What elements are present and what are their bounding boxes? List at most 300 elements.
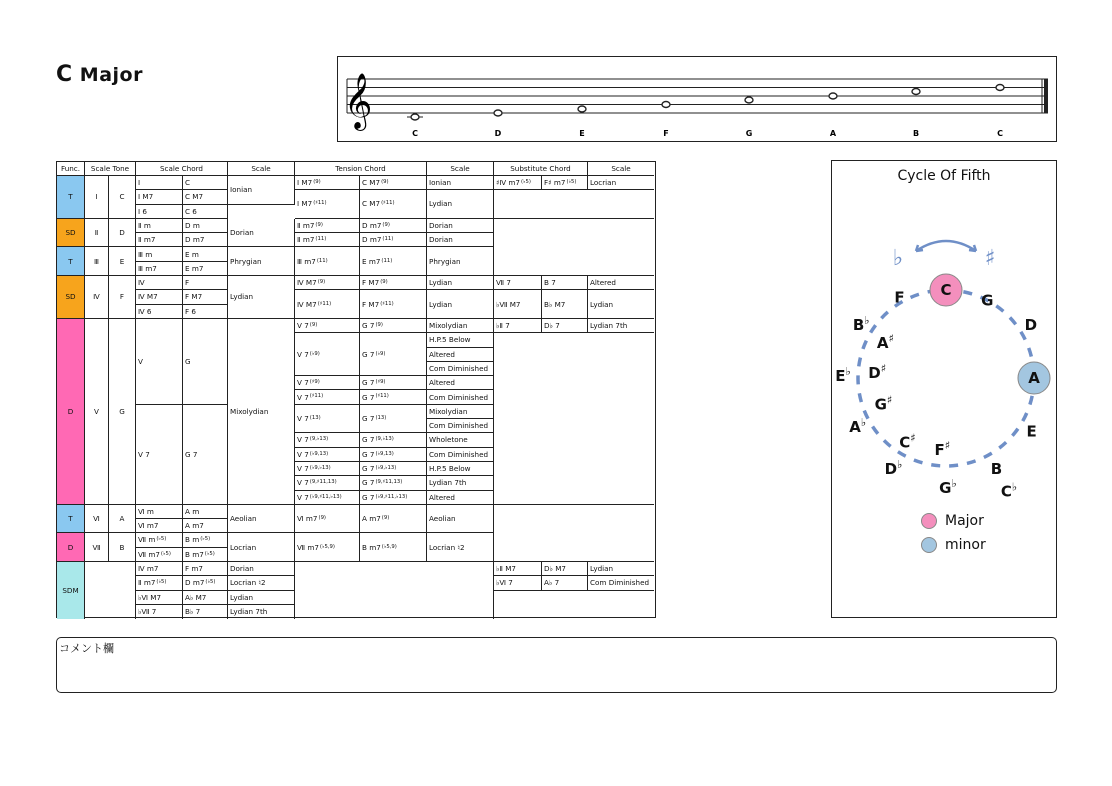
key-letter: F bbox=[934, 440, 945, 459]
cell-text: E m7 bbox=[185, 263, 204, 273]
key-letter: G bbox=[939, 478, 952, 497]
cell-text: D bbox=[119, 228, 125, 238]
table-cell bbox=[360, 476, 427, 490]
table-cell bbox=[360, 405, 427, 434]
cell-text: Dorian bbox=[230, 564, 254, 574]
cell-superscript: (13) bbox=[375, 414, 387, 421]
key-label: B bbox=[990, 459, 1003, 478]
note-label: C bbox=[997, 129, 1003, 138]
table-cell bbox=[427, 390, 494, 404]
cell-text: Dorian bbox=[429, 235, 453, 245]
cell-superscript: (♭9) bbox=[309, 350, 320, 357]
table-cell bbox=[494, 319, 542, 333]
table-cell bbox=[183, 405, 228, 505]
cell-text: D m7 bbox=[185, 578, 205, 588]
cell-superscript: (♯11) bbox=[317, 300, 332, 307]
cell-superscript: (♭5) bbox=[156, 536, 167, 543]
table-cell bbox=[183, 262, 228, 276]
table-cell bbox=[427, 505, 494, 534]
cell-text: F m7 bbox=[185, 564, 203, 574]
cell-text: Ⅴ 7 bbox=[297, 463, 309, 473]
cell-superscript: (9,♯11,13) bbox=[309, 479, 337, 486]
cell-text: C M7 bbox=[362, 178, 381, 188]
table-cell bbox=[228, 319, 295, 505]
cell-text: B bbox=[119, 542, 125, 552]
key-letter: C bbox=[899, 433, 911, 452]
whole-note bbox=[662, 102, 670, 108]
whole-note bbox=[494, 110, 502, 116]
treble-clef-icon: 𝄞 bbox=[344, 73, 373, 129]
table-cell bbox=[109, 247, 136, 276]
cell-text: F bbox=[185, 278, 190, 288]
table-cell bbox=[85, 505, 109, 534]
empty-cell bbox=[494, 591, 654, 620]
table-cell bbox=[228, 247, 295, 276]
table-cell bbox=[183, 190, 228, 204]
key-letter: A bbox=[876, 334, 889, 352]
cell-text: Ⅲ m7 bbox=[297, 256, 316, 266]
cell-superscript: (9) bbox=[375, 321, 383, 328]
cell-text: G 7 bbox=[362, 435, 375, 445]
cell-superscript: (♯9) bbox=[375, 379, 386, 386]
accidental-icon: ♯ bbox=[944, 438, 951, 452]
table-cell bbox=[228, 505, 295, 534]
table-header: Scale Chord bbox=[136, 162, 228, 176]
function-cell bbox=[57, 247, 85, 276]
cell-text: G 7 bbox=[362, 349, 375, 359]
cell-text: F 6 bbox=[185, 306, 196, 316]
cell-text: Ⅳ m7 bbox=[138, 564, 159, 574]
accidental-icon: ♯ bbox=[880, 362, 887, 376]
table-cell bbox=[427, 419, 494, 433]
cell-text: Lydian bbox=[230, 292, 254, 302]
cell-text: Ⅱ bbox=[94, 228, 99, 238]
table-cell bbox=[136, 576, 183, 590]
table-header: Scale bbox=[228, 162, 295, 176]
whole-note bbox=[829, 93, 837, 99]
note-label: D bbox=[494, 129, 502, 138]
cell-text: Ⅴ 7 bbox=[297, 449, 309, 459]
cell-text: Ⅳ 6 bbox=[138, 306, 152, 316]
key-label bbox=[1001, 481, 1017, 501]
table-cell bbox=[295, 491, 360, 505]
cell-text: ♭Ⅱ M7 bbox=[496, 564, 516, 574]
arrow-arc bbox=[916, 241, 976, 251]
cell-text: Ⅲ m bbox=[138, 249, 153, 259]
whole-note bbox=[996, 85, 1004, 91]
cell-superscript: (♭9,13) bbox=[375, 450, 394, 457]
key-label bbox=[877, 332, 894, 352]
page-title bbox=[56, 62, 143, 87]
cell-text: ♯Ⅳ m7 bbox=[496, 178, 520, 188]
note-label: E bbox=[579, 129, 585, 138]
cell-text: C M7 bbox=[362, 199, 381, 209]
table-cell bbox=[360, 247, 427, 276]
cell-text: G 7 bbox=[362, 478, 375, 488]
cell-superscript: (11) bbox=[315, 236, 327, 243]
cell-text: A♭ M7 bbox=[185, 592, 207, 602]
table-cell bbox=[295, 276, 360, 290]
cell-text: Ⅳ M7 bbox=[138, 292, 158, 302]
cell-text: D m bbox=[185, 220, 200, 230]
cell-superscript: (♭5) bbox=[156, 579, 167, 586]
table-cell bbox=[228, 576, 295, 590]
table-cell bbox=[427, 433, 494, 447]
table-cell bbox=[228, 533, 295, 562]
cell-superscript: (9) bbox=[318, 514, 327, 521]
cell-superscript: (♭5) bbox=[204, 550, 215, 557]
cell-superscript: (♭9,♯11,♭13) bbox=[375, 493, 408, 500]
cell-superscript: (9) bbox=[381, 514, 390, 521]
table-cell bbox=[360, 290, 427, 319]
key-letter: C bbox=[1000, 482, 1012, 501]
table-cell bbox=[136, 290, 183, 304]
cell-text: Ⅵ m7 bbox=[138, 521, 159, 531]
table-header: Tension Chord bbox=[295, 162, 427, 176]
table-cell bbox=[136, 548, 183, 562]
table-cell bbox=[183, 319, 228, 405]
table-cell bbox=[360, 219, 427, 233]
table-cell bbox=[588, 576, 654, 590]
cell-text: F♯ m7 bbox=[544, 178, 566, 188]
major-dot-icon bbox=[921, 513, 937, 529]
cell-text: ♭Ⅶ 7 bbox=[138, 607, 157, 617]
table-cell bbox=[136, 262, 183, 276]
cell-text: Ⅵ m bbox=[138, 506, 154, 516]
table-cell bbox=[295, 433, 360, 447]
cell-text: E m7 bbox=[362, 256, 381, 266]
cell-superscript: (♭5) bbox=[205, 579, 216, 586]
cell-text: Ⅰ bbox=[138, 178, 141, 188]
cell-text: G 7 bbox=[362, 413, 375, 423]
table-cell bbox=[183, 233, 228, 247]
comment-field[interactable] bbox=[56, 637, 1057, 693]
table-header: Scale bbox=[427, 162, 494, 176]
table-cell bbox=[494, 576, 542, 590]
table-cell bbox=[427, 333, 494, 347]
table-cell bbox=[136, 591, 183, 605]
table-cell bbox=[427, 247, 494, 276]
table-cell bbox=[136, 319, 183, 405]
table-cell bbox=[228, 591, 295, 605]
key-label bbox=[835, 365, 850, 385]
flat-icon: ♭ bbox=[892, 246, 904, 271]
cell-text: G 7 bbox=[362, 492, 375, 502]
table-cell bbox=[183, 290, 228, 304]
cell-text: Ⅴ 7 bbox=[297, 478, 309, 488]
table-cell bbox=[360, 433, 427, 447]
cell-text: Ⅳ M7 bbox=[297, 278, 317, 288]
cell-text: Ⅴ 7 bbox=[297, 378, 309, 388]
table-cell bbox=[542, 576, 588, 590]
cell-superscript: (♯9) bbox=[309, 379, 320, 386]
cell-superscript: (♯11) bbox=[375, 393, 389, 400]
table-cell bbox=[295, 176, 360, 190]
cell-superscript: (♭5,9) bbox=[381, 543, 397, 550]
table-cell bbox=[183, 176, 228, 190]
cell-text: G bbox=[185, 356, 191, 366]
function-cell bbox=[57, 219, 85, 248]
cycle-of-fifth-panel bbox=[831, 160, 1057, 618]
staff-svg bbox=[338, 57, 1058, 143]
staff-notes bbox=[407, 85, 1004, 139]
cell-text: ♭Ⅶ M7 bbox=[496, 299, 521, 309]
whole-note bbox=[578, 106, 586, 112]
table-cell bbox=[427, 476, 494, 490]
table-cell bbox=[427, 290, 494, 319]
cell-text: Altered bbox=[590, 278, 616, 288]
cell-text: T bbox=[68, 256, 73, 266]
table-cell bbox=[136, 190, 183, 204]
cell-text: Lydian 7th bbox=[590, 321, 628, 331]
cell-text: Ⅴ 7 bbox=[138, 449, 150, 459]
note-label: A bbox=[829, 129, 837, 138]
table-cell bbox=[295, 505, 360, 534]
table-cell bbox=[427, 376, 494, 390]
table-cell bbox=[228, 219, 295, 248]
cell-superscript: (♯11) bbox=[309, 393, 324, 400]
cell-text: Com Diminished bbox=[429, 449, 489, 459]
cell-text: C 6 bbox=[185, 206, 197, 216]
cell-text: T bbox=[68, 192, 73, 202]
accidental-icon: ♯ bbox=[888, 332, 894, 345]
table-cell bbox=[494, 562, 542, 576]
table-cell bbox=[136, 505, 183, 519]
key-label: G bbox=[981, 291, 994, 310]
key-label bbox=[853, 314, 870, 334]
cell-text: Ⅴ 7 bbox=[297, 349, 309, 359]
cell-text: D m7 bbox=[362, 235, 382, 245]
cell-text: F bbox=[119, 292, 125, 302]
cell-text: A m7 bbox=[362, 514, 381, 524]
cell-text: F M7 bbox=[362, 278, 380, 288]
cell-text: ♭Ⅵ 7 bbox=[496, 578, 513, 588]
function-cell bbox=[57, 276, 85, 319]
cell-text: Ⅴ bbox=[94, 406, 99, 416]
cell-text: Lydian bbox=[429, 278, 453, 288]
cell-text: Lydian 7th bbox=[230, 607, 268, 617]
cell-text: A m7 bbox=[185, 521, 204, 531]
cell-superscript: (9,♭13) bbox=[309, 436, 329, 443]
whole-note bbox=[912, 89, 920, 95]
accidental-icon: ♭ bbox=[860, 415, 867, 429]
table-cell bbox=[360, 390, 427, 404]
cell-text: D♭ 7 bbox=[544, 321, 560, 331]
cell-superscript: (♯11) bbox=[381, 200, 395, 207]
table-cell bbox=[85, 176, 109, 219]
cell-text: Ⅴ 7 bbox=[297, 321, 309, 331]
key-letter: B bbox=[852, 316, 865, 335]
table-cell bbox=[588, 319, 654, 333]
table-header: Scale Tone bbox=[85, 162, 136, 176]
cell-superscript: (♭5,9) bbox=[319, 543, 335, 550]
table-cell bbox=[427, 448, 494, 462]
table-cell bbox=[183, 591, 228, 605]
key-label bbox=[885, 458, 903, 478]
staff-lines bbox=[347, 79, 1048, 113]
legend-major-label: Major bbox=[945, 513, 984, 529]
key-label: E bbox=[1026, 422, 1037, 441]
table-cell bbox=[136, 176, 183, 190]
cell-text: E m bbox=[185, 249, 199, 259]
key-label bbox=[849, 416, 866, 436]
key-label: F bbox=[894, 288, 905, 307]
table-cell bbox=[85, 276, 109, 319]
table-cell bbox=[183, 548, 228, 562]
table-cell bbox=[228, 276, 295, 319]
cell-text: Ⅱ m7 bbox=[297, 235, 315, 245]
table-cell bbox=[542, 562, 588, 576]
table-cell bbox=[295, 476, 360, 490]
minor-dot-icon bbox=[921, 537, 937, 553]
cell-text: Ⅲ m7 bbox=[138, 263, 157, 273]
cell-text: Lydian bbox=[429, 199, 453, 209]
empty-cell bbox=[494, 219, 654, 276]
function-cell bbox=[57, 319, 85, 505]
cell-superscript: (♭5) bbox=[200, 536, 211, 543]
empty-cell bbox=[494, 190, 654, 219]
table-cell bbox=[427, 405, 494, 419]
table-cell bbox=[136, 519, 183, 533]
table-cell bbox=[136, 305, 183, 319]
table-cell bbox=[228, 562, 295, 576]
accidental-icon: ♭ bbox=[864, 314, 870, 328]
cell-text: Altered bbox=[429, 349, 455, 359]
cell-text: C bbox=[185, 178, 191, 188]
cell-text: H.P.5 Below bbox=[429, 335, 471, 345]
table-cell bbox=[427, 176, 494, 190]
table-cell bbox=[85, 533, 109, 562]
empty-cell bbox=[85, 562, 136, 619]
cell-superscript: (♭9,13) bbox=[309, 450, 329, 457]
cell-superscript: (♭5) bbox=[566, 179, 577, 185]
table-cell bbox=[136, 233, 183, 247]
table-cell bbox=[136, 205, 183, 219]
table-cell bbox=[109, 319, 136, 505]
table-cell bbox=[183, 219, 228, 233]
cell-text: F M7 bbox=[362, 299, 380, 309]
cell-superscript: (♯11) bbox=[380, 300, 394, 307]
cell-text: D bbox=[67, 406, 74, 416]
accidental-icon: ♯ bbox=[886, 393, 893, 407]
cell-text: Ⅴ 7 bbox=[297, 492, 309, 502]
empty-cell bbox=[494, 505, 654, 562]
table-cell bbox=[360, 376, 427, 390]
cell-superscript: (♭5) bbox=[520, 179, 531, 185]
table-cell bbox=[588, 176, 654, 190]
table-cell bbox=[360, 333, 427, 376]
table-cell bbox=[360, 491, 427, 505]
cell-text: Ionian bbox=[230, 185, 253, 195]
cell-text: Ⅴ 7 bbox=[297, 413, 309, 423]
table-cell bbox=[494, 176, 542, 190]
key-name: C bbox=[56, 62, 73, 87]
table-cell bbox=[295, 376, 360, 390]
table-cell bbox=[427, 190, 494, 219]
table-cell bbox=[136, 533, 183, 547]
key-letter: E bbox=[835, 367, 846, 386]
table-cell bbox=[542, 276, 588, 290]
cell-superscript: (9) bbox=[380, 279, 388, 286]
cell-text: I bbox=[95, 192, 98, 202]
cell-text: Ⅳ bbox=[93, 292, 100, 302]
table-cell bbox=[136, 247, 183, 261]
table-cell bbox=[109, 533, 136, 562]
table-cell bbox=[136, 405, 183, 505]
table-header: Substitute Chord bbox=[494, 162, 588, 176]
table-cell bbox=[360, 533, 427, 562]
cell-text: Locrian ♮2 bbox=[230, 578, 266, 588]
table-cell bbox=[588, 276, 654, 290]
legend-minor-label: minor bbox=[945, 537, 986, 553]
cell-text: Ⅱ m bbox=[138, 220, 151, 230]
accidental-icon: ♭ bbox=[845, 365, 851, 379]
cell-text: Ⅱ m7 bbox=[297, 220, 315, 230]
cell-text: SDM bbox=[62, 586, 79, 595]
function-cell bbox=[57, 533, 85, 562]
table-cell bbox=[295, 190, 360, 219]
cell-superscript: (♭5) bbox=[160, 550, 171, 557]
function-cell bbox=[57, 562, 85, 619]
key-letter: D bbox=[868, 364, 881, 383]
cell-text: Com Diminished bbox=[590, 578, 650, 588]
cell-text: Ⅳ bbox=[138, 278, 145, 288]
cell-text: Ⅳ M7 bbox=[297, 299, 317, 309]
table-cell bbox=[542, 290, 588, 319]
key-label: A bbox=[1028, 369, 1040, 387]
table-cell bbox=[109, 505, 136, 534]
cell-superscript: (♭9,♭13) bbox=[375, 464, 397, 471]
table-cell bbox=[427, 491, 494, 505]
cell-text: Ⅵ m7 bbox=[297, 514, 318, 524]
cell-superscript: (9) bbox=[381, 179, 389, 185]
note-label: C bbox=[412, 129, 418, 138]
cell-text: G 7 bbox=[362, 463, 375, 473]
cell-text: Aeolian bbox=[429, 514, 456, 524]
cell-text: Ⅲ bbox=[94, 256, 99, 266]
key-letter: A bbox=[849, 417, 861, 436]
table-cell bbox=[85, 319, 109, 505]
key-label bbox=[934, 439, 950, 459]
table-cell bbox=[494, 290, 542, 319]
table-cell bbox=[228, 605, 295, 619]
table-cell bbox=[427, 219, 494, 233]
cell-text: Ⅱ m7 bbox=[138, 235, 156, 245]
table-cell bbox=[136, 219, 183, 233]
cell-text: Ⅵ bbox=[93, 514, 100, 524]
cell-text: D m7 bbox=[362, 220, 382, 230]
table-cell bbox=[542, 176, 588, 190]
cell-text: Ⅰ M7 bbox=[138, 192, 154, 202]
table-cell bbox=[360, 319, 427, 333]
table-cell bbox=[295, 390, 360, 404]
empty-cell bbox=[295, 562, 494, 619]
cell-text: SD bbox=[65, 228, 76, 238]
table-cell bbox=[360, 276, 427, 290]
table-cell bbox=[183, 576, 228, 590]
table-cell bbox=[183, 519, 228, 533]
table-cell bbox=[183, 533, 228, 547]
cell-text: A♭ 7 bbox=[544, 578, 560, 588]
table-cell bbox=[360, 190, 427, 219]
table-cell bbox=[85, 247, 109, 276]
key-label bbox=[875, 394, 893, 414]
table-cell bbox=[427, 362, 494, 376]
cell-text: D♭ M7 bbox=[544, 564, 566, 574]
cell-text: G 7 bbox=[362, 449, 375, 459]
cell-text: G 7 bbox=[362, 321, 375, 331]
table-cell bbox=[295, 448, 360, 462]
